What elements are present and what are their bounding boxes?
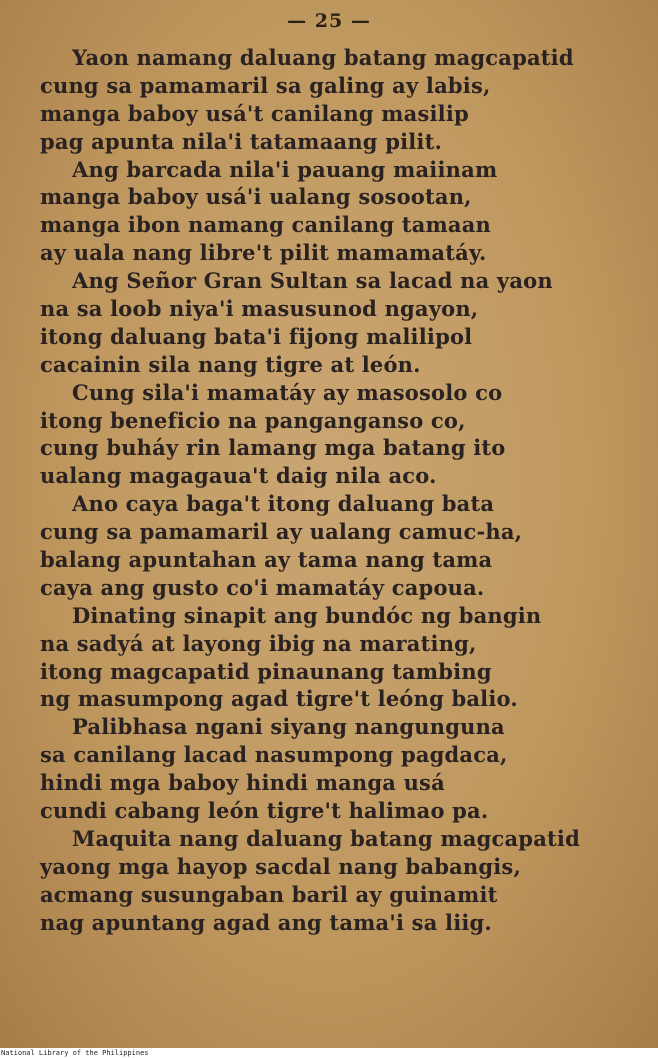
stanza [40, 602, 640, 714]
verse-line: pag apunta nila'i tatamaang pilit. [40, 128, 443, 154]
verse-line: na sadyá at layong ibig na marating, [40, 630, 477, 656]
verse-line: Cung sila'i mamatáy ay masosolo co [72, 379, 503, 405]
verse-line: Ang Señor Gran Sultan sa lacad na yaon [72, 268, 553, 294]
verse-line: cacainin sila nang tigre at león. [40, 351, 421, 377]
stanza [40, 379, 640, 491]
page-number: — 25 — [287, 10, 371, 32]
verse-line: cung sa pamamaril sa galing ay labis, [40, 72, 491, 98]
verse-line: manga ibon namang canilang tamaan [40, 212, 492, 238]
verse-line: manga baboy usá'i ualang sosootan, [40, 184, 472, 210]
verse-line: na sa loob niya'i masusunod ngayon, [40, 296, 479, 322]
verse-line: Dinating sinapit ang bundóc ng bangin [72, 602, 542, 628]
verse-line: Ano caya baga't itong daluang bata [72, 491, 495, 517]
verse-line: itong magcapatid pinaunang tambing [40, 658, 492, 684]
verse-line: ualang magagaua't daig nila aco. [40, 463, 437, 489]
verse-line: balang apuntahan ay tama nang tama [40, 547, 493, 573]
verse-line: ng masumpong agad tigre't leóng balio. [40, 686, 518, 712]
verse-line: cundi cabang león tigre't halimao pa. [40, 798, 489, 824]
stanza [40, 713, 640, 825]
verse-line: Ang barcada nila'i pauang maiinam [72, 156, 498, 182]
verse-line: Yaon namang daluang batang magcapatid [72, 45, 574, 70]
verse-line: hindi mga baboy hindi manga usá [40, 770, 445, 796]
verse-line: cung sa pamamaril ay ualang camuc-ha, [40, 519, 523, 545]
verse-line: cung buháy rin lamang mga batang ito [40, 435, 506, 461]
stanza [40, 267, 640, 379]
verse-line: Maquita nang daluang batang magcapatid [72, 825, 580, 851]
verse-line: Palibhasa ngani siyang nangunguna [72, 714, 505, 740]
verse-line: nag apuntang agad ang tama'i sa liig. [40, 909, 492, 935]
verse-line: itong daluang bata'i fijong malilipol [40, 323, 473, 349]
verse-line: manga baboy usá't canilang masilip [40, 100, 469, 126]
verse-line: sa canilang lacad nasumpong pagdaca, [40, 742, 508, 768]
verse-line: yaong mga hayop sacdal nang babangis, [40, 853, 521, 879]
verse-line: acmang susungaban baril ay guinamit [40, 881, 498, 907]
verse-line: caya ang gusto co'i mamatáy capoua. [40, 574, 485, 600]
verse-line: ay uala nang libre't pilit mamamatáy. [40, 240, 487, 266]
stanza [40, 156, 640, 268]
stanza [40, 490, 640, 602]
verse-line: itong beneficio na panganganso co, [40, 407, 466, 433]
poem-body [40, 44, 640, 937]
stanza [40, 825, 640, 937]
library-credit: National Library of the Philippines [1, 1049, 149, 1057]
stanza [40, 44, 640, 156]
